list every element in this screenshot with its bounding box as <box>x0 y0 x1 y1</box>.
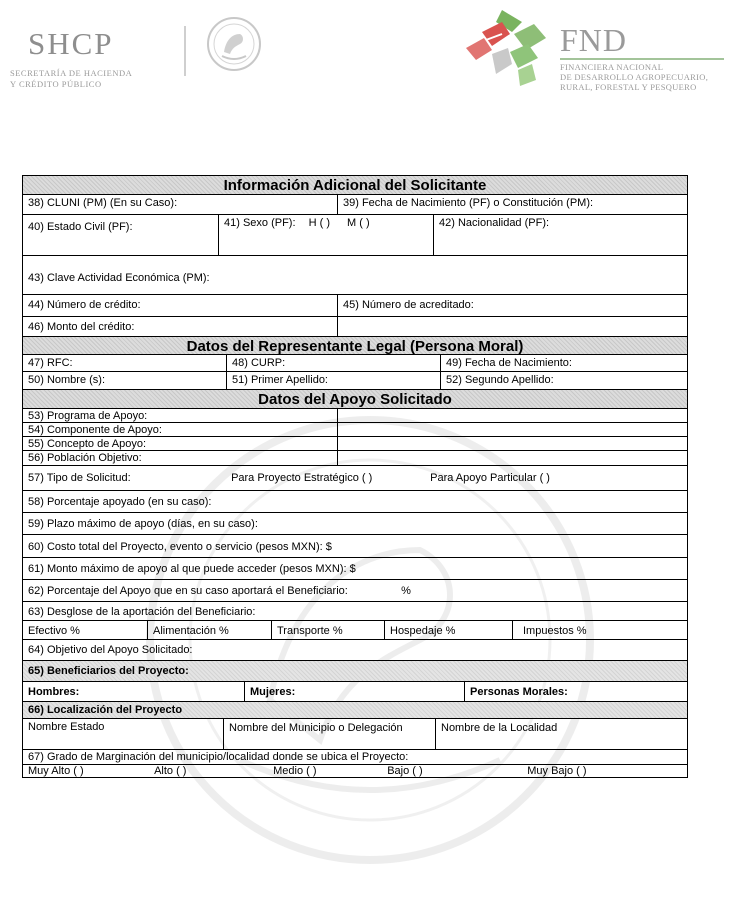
field-tipo-solicitud[interactable] <box>23 466 687 490</box>
section-header-apoyo <box>23 390 687 409</box>
field-rfc[interactable]: 47) RFC: <box>28 357 73 369</box>
form-row <box>23 682 687 702</box>
form-row <box>23 295 687 317</box>
field-objetivo-apoyo[interactable]: 64) Objetivo del Apoyo Solicitado: <box>28 644 193 656</box>
field-nombre-localidad[interactable]: Nombre de la Localidad <box>435 719 687 749</box>
option-apoyo-particular[interactable]: Para Apoyo Particular ( ) <box>430 472 550 484</box>
form-row <box>23 765 687 777</box>
field-desglose-aportacion[interactable]: 63) Desglose de la aportación del Beneficiario: <box>28 606 256 618</box>
field-componente-apoyo-value[interactable] <box>337 423 687 436</box>
fnd-geometric-mark-icon <box>462 4 554 90</box>
form-row <box>23 640 687 661</box>
percent-sign: % <box>401 585 411 597</box>
field-efectivo[interactable]: Efectivo % <box>28 625 80 637</box>
subsection-localizacion <box>23 702 687 719</box>
form-row <box>23 535 687 558</box>
field-clave-actividad[interactable]: 43) Clave Actividad Económica (PM): <box>28 272 210 284</box>
option-muy-alto[interactable]: Muy Alto ( ) <box>28 765 84 777</box>
form-row <box>23 215 687 256</box>
field-nombre[interactable]: 50) Nombre (s): <box>28 374 106 386</box>
field-nombre-estado[interactable]: Nombre Estado <box>28 721 105 733</box>
field-tipo-solicitud-label: 57) Tipo de Solicitud: <box>28 472 131 484</box>
field-hospedaje[interactable]: Hospedaje % <box>384 621 512 639</box>
field-poblacion-objetivo-value[interactable] <box>337 451 687 465</box>
field-concepto-apoyo-value[interactable] <box>337 437 687 450</box>
section-header-representante <box>23 337 687 355</box>
form-row <box>23 195 687 215</box>
field-porcentaje-beneficiario[interactable] <box>23 580 687 601</box>
header-divider <box>184 26 186 76</box>
option-bajo[interactable]: Bajo ( ) <box>387 765 423 777</box>
field-costo-total[interactable]: 60) Costo total del Proyecto, evento o servicio (pesos MXN): $ <box>28 541 332 553</box>
field-poblacion-objetivo[interactable]: 56) Población Objetivo: <box>28 452 142 464</box>
field-concepto-apoyo[interactable]: 55) Concepto de Apoyo: <box>28 438 147 450</box>
sexo-h-option[interactable]: H ( ) <box>308 217 330 229</box>
sexo-m-option[interactable]: M ( ) <box>347 217 370 229</box>
field-hombres[interactable]: Hombres: <box>28 686 80 698</box>
form-row <box>23 491 687 513</box>
fnd-subtitle <box>560 62 708 92</box>
fnd-subtitle-line2: DE DESARROLLO AGROPECUARIO, <box>560 72 709 82</box>
field-sexo-label: 41) Sexo (PF): <box>224 217 296 229</box>
fnd-subtitle-line1: FINANCIERA NACIONAL <box>560 62 664 72</box>
grado-marginacion-options <box>23 765 687 777</box>
subsection-beneficiarios <box>23 661 687 682</box>
mexican-coat-of-arms-seal-icon <box>206 16 262 72</box>
field-fecha-nacimiento[interactable]: 49) Fecha de Nacimiento: <box>440 355 687 371</box>
form-row <box>23 466 687 491</box>
form-row <box>23 317 687 337</box>
fnd-subtitle-line3: RURAL, FORESTAL Y PESQUERO <box>560 82 697 92</box>
form-row <box>23 372 687 390</box>
field-porcentaje-apoyado[interactable]: 58) Porcentaje apoyado (en su caso): <box>28 496 212 508</box>
field-transporte[interactable]: Transporte % <box>271 621 384 639</box>
form-row <box>23 621 687 640</box>
field-numero-acreditado[interactable]: 45) Número de acreditado: <box>337 295 687 316</box>
field-componente-apoyo[interactable]: 54) Componente de Apoyo: <box>28 424 162 436</box>
field-cluni[interactable]: 38) CLUNI (PM) (En su Caso): <box>28 197 178 209</box>
field-programa-apoyo-value[interactable] <box>337 409 687 422</box>
shcp-logo: SHCP <box>28 26 114 61</box>
form-row <box>23 355 687 372</box>
field-monto-credito-value[interactable] <box>337 317 687 336</box>
field-personas-morales[interactable]: Personas Morales: <box>464 682 687 701</box>
shcp-subtitle <box>10 68 132 90</box>
field-fecha-constitucion[interactable]: 39) Fecha de Nacimiento (PF) o Constitución (PM): <box>337 195 687 214</box>
field-alimentacion[interactable]: Alimentación % <box>147 621 271 639</box>
section-title: Datos del Representante Legal (Persona Moral) <box>186 338 524 354</box>
field-segundo-apellido[interactable]: 52) Segundo Apellido: <box>440 372 687 389</box>
field-grado-marginacion[interactable]: 67) Grado de Marginación del municipio/localidad donde se ubica el Proyecto: <box>28 751 409 763</box>
form-row <box>23 451 687 466</box>
field-plazo-maximo[interactable]: 59) Plazo máximo de apoyo (días, en su caso): <box>28 518 258 530</box>
field-localizacion-title: 66) Localización del Proyecto <box>28 704 183 716</box>
form-row <box>23 719 687 750</box>
option-medio[interactable]: Medio ( ) <box>273 765 317 777</box>
form-row <box>23 256 687 295</box>
application-form <box>22 175 688 778</box>
field-monto-maximo[interactable]: 61) Monto máximo de apoyo al que puede acceder (pesos MXN): $ <box>28 563 356 575</box>
field-numero-credito[interactable]: 44) Número de crédito: <box>28 299 141 311</box>
form-row <box>23 558 687 580</box>
field-porcentaje-beneficiario-label: 62) Porcentaje del Apoyo que en su caso aportará el Beneficiario: <box>28 585 348 597</box>
option-proyecto-estrategico[interactable]: Para Proyecto Estratégico ( ) <box>231 472 373 484</box>
field-mujeres[interactable]: Mujeres: <box>244 682 464 701</box>
field-curp[interactable]: 48) CURP: <box>226 355 440 371</box>
field-sexo[interactable] <box>218 215 433 255</box>
form-row <box>23 602 687 621</box>
shcp-subtitle-line2: Y CRÉDITO PÚBLICO <box>10 79 102 89</box>
field-estado-civil[interactable]: 40) Estado Civil (PF): <box>28 221 133 233</box>
form-row <box>23 513 687 535</box>
form-row <box>23 437 687 451</box>
option-alto[interactable]: Alto ( ) <box>154 765 187 777</box>
form-row <box>23 580 687 602</box>
shcp-subtitle-line1: SECRETARÍA DE HACIENDA <box>10 68 133 78</box>
section-header-solicitante <box>23 176 687 195</box>
field-monto-credito[interactable]: 46) Monto del crédito: <box>28 321 135 333</box>
field-nombre-municipio[interactable]: Nombre del Municipio o Delegación <box>223 719 435 749</box>
field-programa-apoyo[interactable]: 53) Programa de Apoyo: <box>28 410 148 422</box>
form-row <box>23 423 687 437</box>
fnd-underline <box>560 58 724 60</box>
fnd-logo: FND <box>560 22 628 58</box>
form-row <box>23 750 687 765</box>
field-primer-apellido[interactable]: 51) Primer Apellido: <box>226 372 440 389</box>
field-impuestos[interactable]: Impuestos % <box>512 621 687 639</box>
option-muy-bajo[interactable]: Muy Bajo ( ) <box>527 765 587 777</box>
field-beneficiarios-title: 65) Beneficiarios del Proyecto: <box>28 665 189 677</box>
form-row <box>23 409 687 423</box>
section-title: Información Adicional del Solicitante <box>223 177 487 194</box>
section-title: Datos del Apoyo Solicitado <box>258 391 452 408</box>
field-nacionalidad[interactable]: 42) Nacionalidad (PF): <box>433 215 687 255</box>
page-header <box>0 0 736 110</box>
